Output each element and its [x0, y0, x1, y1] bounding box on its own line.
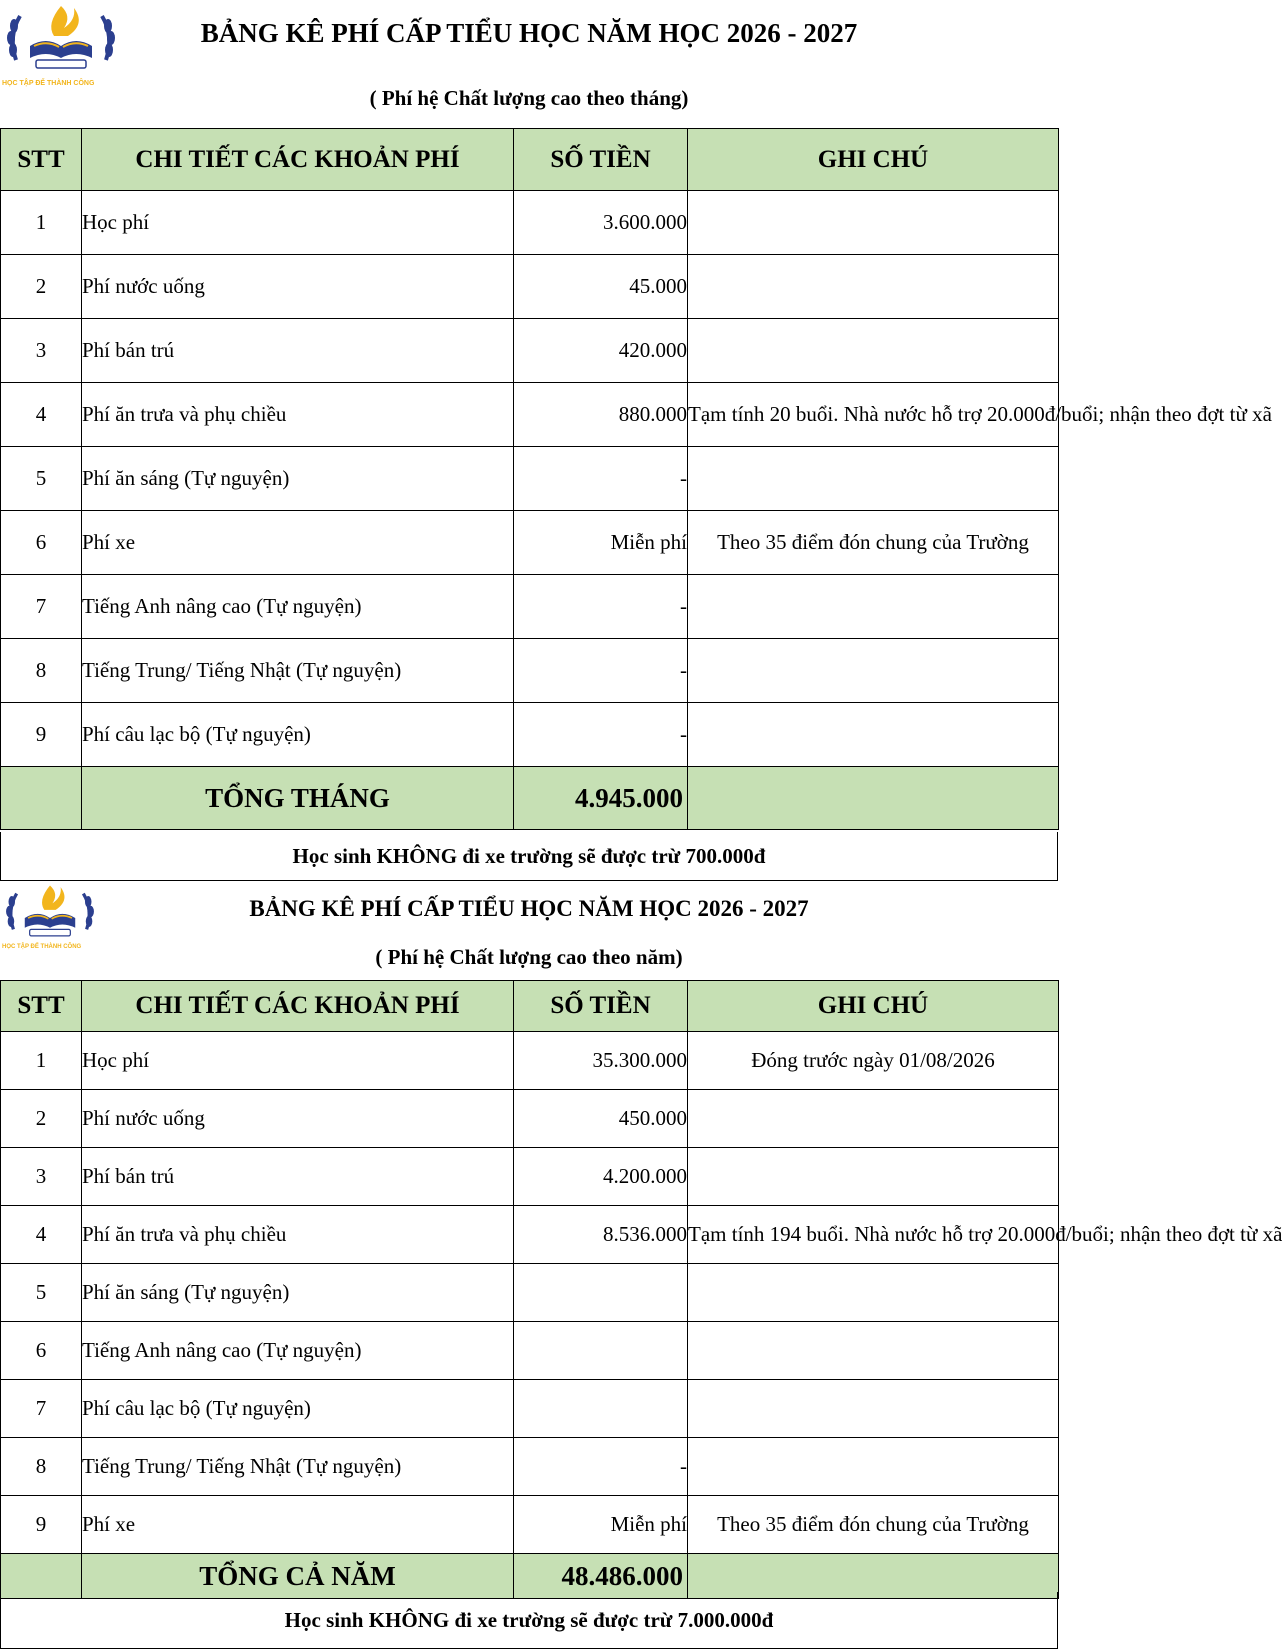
row-note: Theo 35 điểm đón chung của Trường — [688, 511, 1059, 575]
row-stt: 9 — [1, 1496, 82, 1554]
row-detail: Phí bán trú — [82, 1148, 514, 1206]
row-note — [688, 575, 1059, 639]
header-stt: STT — [1, 981, 82, 1032]
row-detail: Phí nước uống — [82, 255, 514, 319]
table-row — [1, 255, 1059, 319]
header-note: GHI CHÚ — [688, 981, 1059, 1032]
header-note: GHI CHÚ — [688, 129, 1059, 191]
table-row — [1, 575, 1059, 639]
header-detail: CHI TIẾT CÁC KHOẢN PHÍ — [82, 981, 514, 1032]
row-amount: Miễn phí — [514, 1496, 688, 1554]
row-amount: 880.000 — [514, 383, 688, 447]
monthly-fee-table — [0, 128, 1272, 830]
total-label: TỔNG CẢ NĂM — [82, 1554, 514, 1599]
row-note — [688, 319, 1059, 383]
row-detail: Phí câu lạc bộ (Tự nguyện) — [82, 703, 514, 767]
row-stt: 5 — [1, 447, 82, 511]
row-amount — [514, 1264, 688, 1322]
row-stt: 9 — [1, 703, 82, 767]
row-detail: Phí câu lạc bộ (Tự nguyện) — [82, 1380, 514, 1438]
table-row — [1, 1380, 1059, 1438]
row-stt: 8 — [1, 639, 82, 703]
row-stt: 3 — [1, 319, 82, 383]
row-amount: 4.200.000 — [514, 1148, 688, 1206]
row-detail: Phí nước uống — [82, 1090, 514, 1148]
row-detail: Tiếng Trung/ Tiếng Nhật (Tự nguyện) — [82, 639, 514, 703]
row-note — [688, 1264, 1059, 1322]
row-detail: Phí ăn trưa và phụ chiều — [82, 383, 514, 447]
row-detail: Tiếng Anh nâng cao (Tự nguyện) — [82, 1322, 514, 1380]
header-amount: SỐ TIỀN — [514, 129, 688, 191]
table-row — [1, 191, 1059, 255]
yearly-title: BẢNG KÊ PHÍ CẤP TIỂU HỌC NĂM HỌC 2026 - 2027 — [249, 896, 809, 921]
header-detail: CHI TIẾT CÁC KHOẢN PHÍ — [82, 129, 514, 191]
row-detail: Phí xe — [82, 511, 514, 575]
row-stt: 5 — [1, 1264, 82, 1322]
header-stt: STT — [1, 129, 82, 191]
table-row — [1, 1032, 1059, 1090]
row-detail: Học phí — [82, 1032, 514, 1090]
row-stt: 7 — [1, 1380, 82, 1438]
yearly-fee-table — [0, 980, 1282, 1599]
total-note-cell — [688, 767, 1059, 830]
table-row — [1, 1090, 1059, 1148]
table-row — [1, 383, 1059, 447]
row-amount: 3.600.000 — [514, 191, 688, 255]
row-amount: 35.300.000 — [514, 1032, 688, 1090]
row-note: Theo 35 điểm đón chung của Trường — [688, 1496, 1059, 1554]
row-amount: 8.536.000 — [514, 1206, 688, 1264]
row-note — [688, 447, 1059, 511]
row-detail: Tiếng Trung/ Tiếng Nhật (Tự nguyện) — [82, 1438, 514, 1496]
monthly-title: BẢNG KÊ PHÍ CẤP TIỂU HỌC NĂM HỌC 2026 - 2027 — [200, 18, 858, 48]
row-amount: Miễn phí — [514, 511, 688, 575]
row-note — [688, 1438, 1059, 1496]
row-stt: 6 — [1, 1322, 82, 1380]
row-note — [688, 703, 1059, 767]
table-row — [1, 511, 1059, 575]
row-amount — [514, 1380, 688, 1438]
row-amount: - — [514, 575, 688, 639]
total-amount: 48.486.000 — [514, 1554, 688, 1599]
table-row — [1, 1206, 1059, 1264]
table-row — [1, 319, 1059, 383]
row-stt: 2 — [1, 255, 82, 319]
table-row — [1, 1496, 1059, 1554]
row-amount: 45.000 — [514, 255, 688, 319]
row-amount: 420.000 — [514, 319, 688, 383]
row-detail: Phí xe — [82, 1496, 514, 1554]
table-row — [1, 1148, 1059, 1206]
row-note — [688, 639, 1059, 703]
row-stt: 3 — [1, 1148, 82, 1206]
row-note: Đóng trước ngày 01/08/2026 — [688, 1032, 1059, 1090]
row-note — [688, 1148, 1059, 1206]
row-note — [688, 255, 1059, 319]
logo-slogan: HỌC TẬP ĐỂ THÀNH CÔNG — [2, 944, 82, 950]
table-row — [1, 1264, 1059, 1322]
row-amount: - — [514, 447, 688, 511]
row-note — [688, 1090, 1059, 1148]
row-detail: Phí ăn sáng (Tự nguyện) — [82, 447, 514, 511]
row-note: Tạm tính 20 buổi. Nhà nước hỗ trợ 20.000đ/buổi; nhận theo đợt từ xã — [688, 383, 1059, 447]
row-detail: Học phí — [82, 191, 514, 255]
table-row — [1, 447, 1059, 511]
yearly-subtitle: ( Phí hệ Chất lượng cao theo năm) — [375, 945, 683, 969]
row-amount: 450.000 — [514, 1090, 688, 1148]
row-detail: Phí bán trú — [82, 319, 514, 383]
row-note — [688, 191, 1059, 255]
yearly-footnote: Học sinh KHÔNG đi xe trường sẽ được trừ 7.000.000đ — [0, 1592, 1058, 1649]
row-stt: 8 — [1, 1438, 82, 1496]
row-stt: 4 — [1, 383, 82, 447]
row-note — [688, 1322, 1059, 1380]
row-stt: 7 — [1, 575, 82, 639]
row-stt: 6 — [1, 511, 82, 575]
row-amount: - — [514, 1438, 688, 1496]
row-note: Tạm tính 194 buổi. Nhà nước hỗ trợ 20.000đ/buổi; nhận theo đợt từ xã — [688, 1206, 1059, 1264]
row-amount: - — [514, 703, 688, 767]
row-stt: 2 — [1, 1090, 82, 1148]
row-detail: Phí ăn trưa và phụ chiều — [82, 1206, 514, 1264]
table-row — [1, 1438, 1059, 1496]
logo-slogan: HỌC TẬP ĐỂ THÀNH CÔNG — [2, 80, 95, 87]
header-amount: SỐ TIỀN — [514, 981, 688, 1032]
row-amount: - — [514, 639, 688, 703]
row-stt: 1 — [1, 191, 82, 255]
table-row — [1, 1322, 1059, 1380]
monthly-subtitle: ( Phí hệ Chất lượng cao theo tháng) — [369, 86, 689, 110]
table-row — [1, 703, 1059, 767]
row-note — [688, 1380, 1059, 1438]
total-stt-cell — [1, 767, 82, 830]
monthly-footnote: Học sinh KHÔNG đi xe trường sẽ được trừ 700.000đ — [0, 832, 1058, 881]
total-amount: 4.945.000 — [514, 767, 688, 830]
total-row — [1, 767, 1059, 830]
row-detail: Phí ăn sáng (Tự nguyện) — [82, 1264, 514, 1322]
row-detail: Tiếng Anh nâng cao (Tự nguyện) — [82, 575, 514, 639]
table-header-row — [1, 129, 1059, 191]
row-stt: 1 — [1, 1032, 82, 1090]
row-amount — [514, 1322, 688, 1380]
table-row — [1, 639, 1059, 703]
table-header-row — [1, 981, 1059, 1032]
row-stt: 4 — [1, 1206, 82, 1264]
total-label: TỔNG THÁNG — [82, 767, 514, 830]
